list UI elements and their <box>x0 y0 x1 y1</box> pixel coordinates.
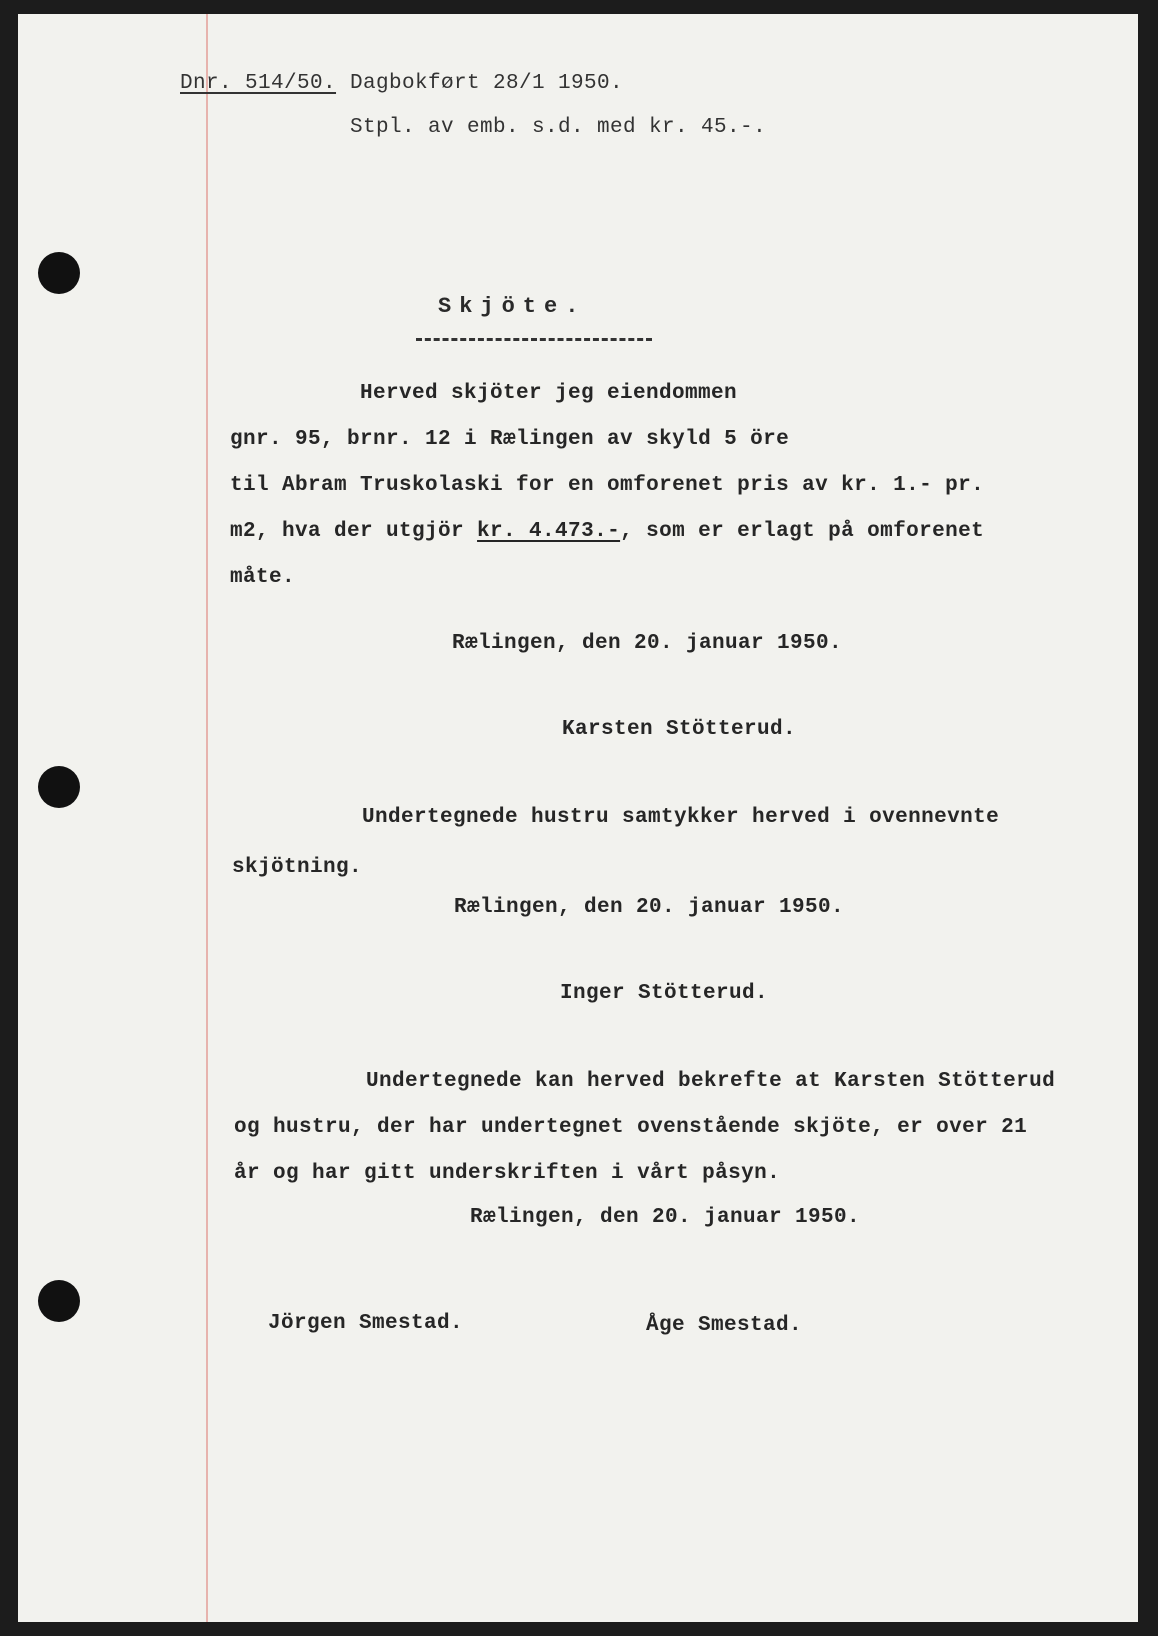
margin-line <box>206 14 208 1622</box>
consent-line-1: Undertegnede hustru samtykker herved i ovennevnte <box>362 806 1000 829</box>
consent-place-date: Rælingen, den 20. januar 1950. <box>454 896 845 919</box>
deed-amount: kr. 4.473.- <box>477 520 621 543</box>
witness-signer-1: Jörgen Smestad. <box>268 1312 464 1335</box>
deed-line-4 <box>230 520 984 543</box>
deed-line-3: til Abram Truskolaski for en omforenet pris av kr. 1.- pr. <box>230 474 985 497</box>
punch-hole-bottom <box>38 1280 80 1322</box>
deed-line-2: gnr. 95, brnr. 12 i Rælingen av skyld 5 öre <box>230 428 790 451</box>
deed-place-date: Rælingen, den 20. januar 1950. <box>452 632 843 655</box>
deed-signer: Karsten Stötterud. <box>562 718 797 741</box>
consent-signer: Inger Stötterud. <box>560 982 769 1005</box>
document-title: Skjöte. <box>438 294 587 319</box>
title-underline <box>416 338 652 341</box>
deed-line-4-start: m2, hva der utgjör <box>230 520 478 543</box>
witness-signer-2: Åge Smestad. <box>646 1314 803 1337</box>
consent-line-2: skjötning. <box>232 856 363 879</box>
punch-hole-middle <box>38 766 80 808</box>
witness-place-date: Rælingen, den 20. januar 1950. <box>470 1206 861 1229</box>
witness-line-2: og hustru, der har undertegnet ovenstående skjöte, er over 21 <box>234 1116 1028 1139</box>
deed-line-4-end: , som er erlagt på omforenet <box>620 520 985 543</box>
dagbok-date: Dagbokført 28/1 1950. <box>350 72 624 95</box>
deed-line-1: Herved skjöter jeg eiendommen <box>360 382 738 405</box>
punch-hole-top <box>38 252 80 294</box>
witness-line-1: Undertegnede kan herved bekrefte at Karsten Stötterud <box>366 1070 1056 1093</box>
document-page <box>18 14 1138 1622</box>
witness-line-3: år og har gitt underskriften i vårt påsyn. <box>234 1162 781 1185</box>
deed-line-5: måte. <box>230 566 296 589</box>
stamp-fee: Stpl. av emb. s.d. med kr. 45.-. <box>350 116 767 139</box>
dnr-number: Dnr. 514/50. <box>180 72 337 95</box>
